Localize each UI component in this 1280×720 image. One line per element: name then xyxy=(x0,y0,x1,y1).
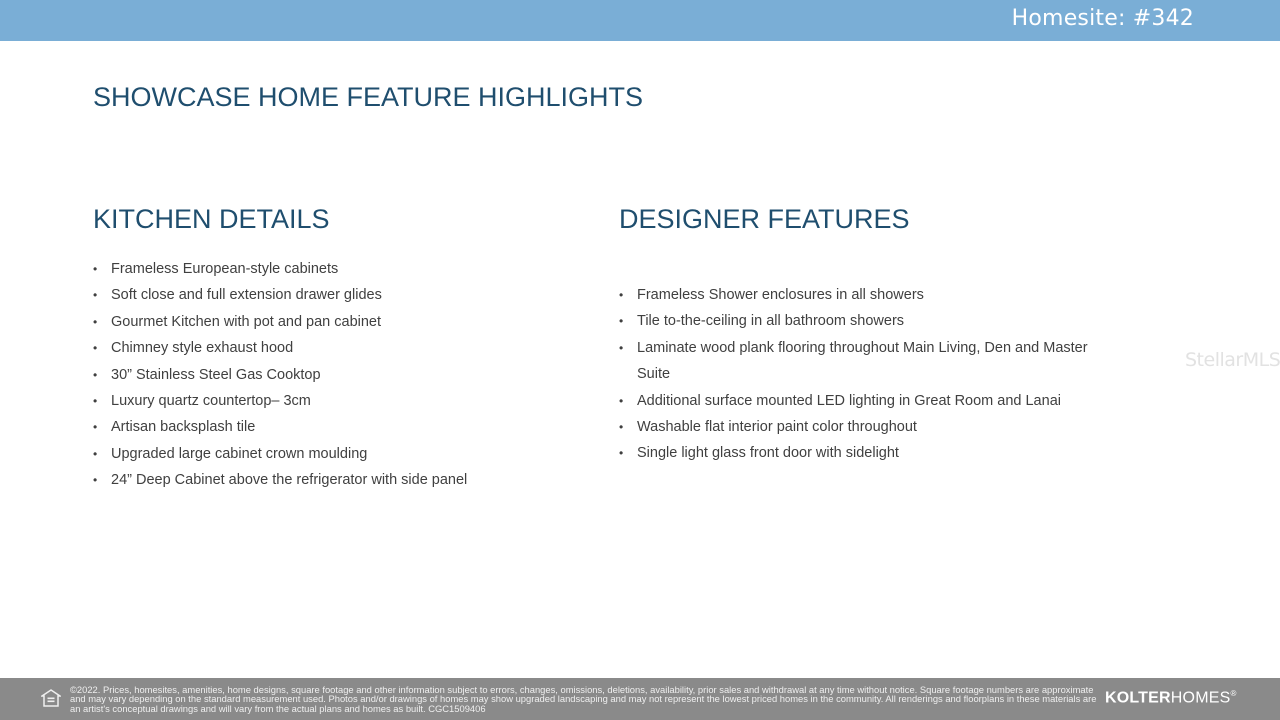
list-item xyxy=(93,414,563,440)
kolter-homes-logo xyxy=(1105,689,1237,707)
list-item xyxy=(619,414,1109,440)
list-item-text: Frameless Shower enclosures in all showers xyxy=(637,287,924,303)
logo-light-text: HOMES xyxy=(1170,689,1231,707)
bullet-icon: • xyxy=(93,394,98,409)
bullet-icon: • xyxy=(619,446,624,461)
list-item-text: 24” Deep Cabinet above the refrigerator with side panel xyxy=(111,472,468,489)
bullet-icon: • xyxy=(93,420,98,435)
list-item xyxy=(619,388,1109,414)
list-item xyxy=(619,335,1109,388)
homesite-label: Homesite: #342 xyxy=(1011,6,1194,31)
list-item-text: Gourmet Kitchen with pot and pan cabinet xyxy=(111,313,382,330)
list-item xyxy=(619,282,1109,308)
bullet-icon: • xyxy=(93,473,98,488)
list-item-text: Artisan backsplash tile xyxy=(111,419,256,436)
list-item xyxy=(93,309,563,335)
bullet-icon: • xyxy=(93,288,98,303)
list-item-text: Soft close and full extension drawer glides xyxy=(111,287,382,304)
list-item-text: Additional surface mounted LED lighting in Great Room and Lanai xyxy=(637,392,1061,409)
list-item xyxy=(93,256,563,282)
bullet-icon: • xyxy=(93,341,98,356)
list-item xyxy=(93,335,563,361)
bullet-icon: • xyxy=(93,446,98,461)
bullet-icon: • xyxy=(619,340,624,355)
kitchen-details-heading: KITCHEN DETAILS xyxy=(93,204,330,234)
list-item-text: Tile to-the-ceiling in all bathroom showers xyxy=(637,313,905,330)
list-item-text: 30” Stainless Steel Gas Cooktop xyxy=(111,366,321,383)
designer-features-list xyxy=(619,282,1109,467)
bullet-icon: • xyxy=(619,314,624,329)
list-item-text: Chimney style exhaust hood xyxy=(111,340,294,357)
page-title: SHOWCASE HOME FEATURE HIGHLIGHTS xyxy=(93,82,644,112)
list-item-text: Single light glass front door with sidelight xyxy=(637,445,899,462)
bullet-icon: • xyxy=(619,420,624,435)
bullet-icon: • xyxy=(619,288,624,302)
kitchen-details-list xyxy=(93,256,563,494)
bullet-icon: • xyxy=(93,367,98,382)
registered-mark: ® xyxy=(1230,689,1237,698)
list-item-text: Upgraded large cabinet crown moulding xyxy=(111,445,368,462)
equal-housing-icon xyxy=(41,688,61,708)
list-item-text: Luxury quartz countertop– 3cm xyxy=(111,393,311,410)
designer-features-heading: DESIGNER FEATURES xyxy=(619,204,910,234)
stellarmls-watermark: StellarMLS xyxy=(1185,349,1280,371)
bullet-icon: • xyxy=(93,262,98,276)
footer-disclaimer: ©2022. Prices, homesites, amenities, home designs, square footage and other information subject to errors, changes, omissions, deletions, availability, prior sales and withdrawal at any time without notice. Square footage numbers are approximate and may vary depending on the standard measurement used. Photos and/or drawings of homes may show upgraded landscaping and may not represent the lowest priced homes in the community. All renderings and floorplans in these materials are an artist's conceptual drawings and will vary from the actual plans and homes as built. CGC1509406 xyxy=(70,684,1097,714)
list-item xyxy=(93,467,563,493)
list-item-text: Laminate wood plank flooring throughout Main Living, Den and Master Suite xyxy=(637,339,1088,383)
bullet-icon: • xyxy=(619,393,624,408)
logo-bold-text: KOLTER xyxy=(1105,689,1171,707)
list-item xyxy=(93,441,563,467)
list-item xyxy=(619,440,1109,466)
list-item-text: Frameless European-style cabinets xyxy=(111,261,339,277)
bullet-icon: • xyxy=(93,314,98,329)
list-item xyxy=(93,362,563,388)
list-item-text: Washable flat interior paint color throughout xyxy=(637,419,917,436)
list-item xyxy=(93,282,563,308)
list-item xyxy=(619,308,1109,334)
list-item xyxy=(93,388,563,414)
